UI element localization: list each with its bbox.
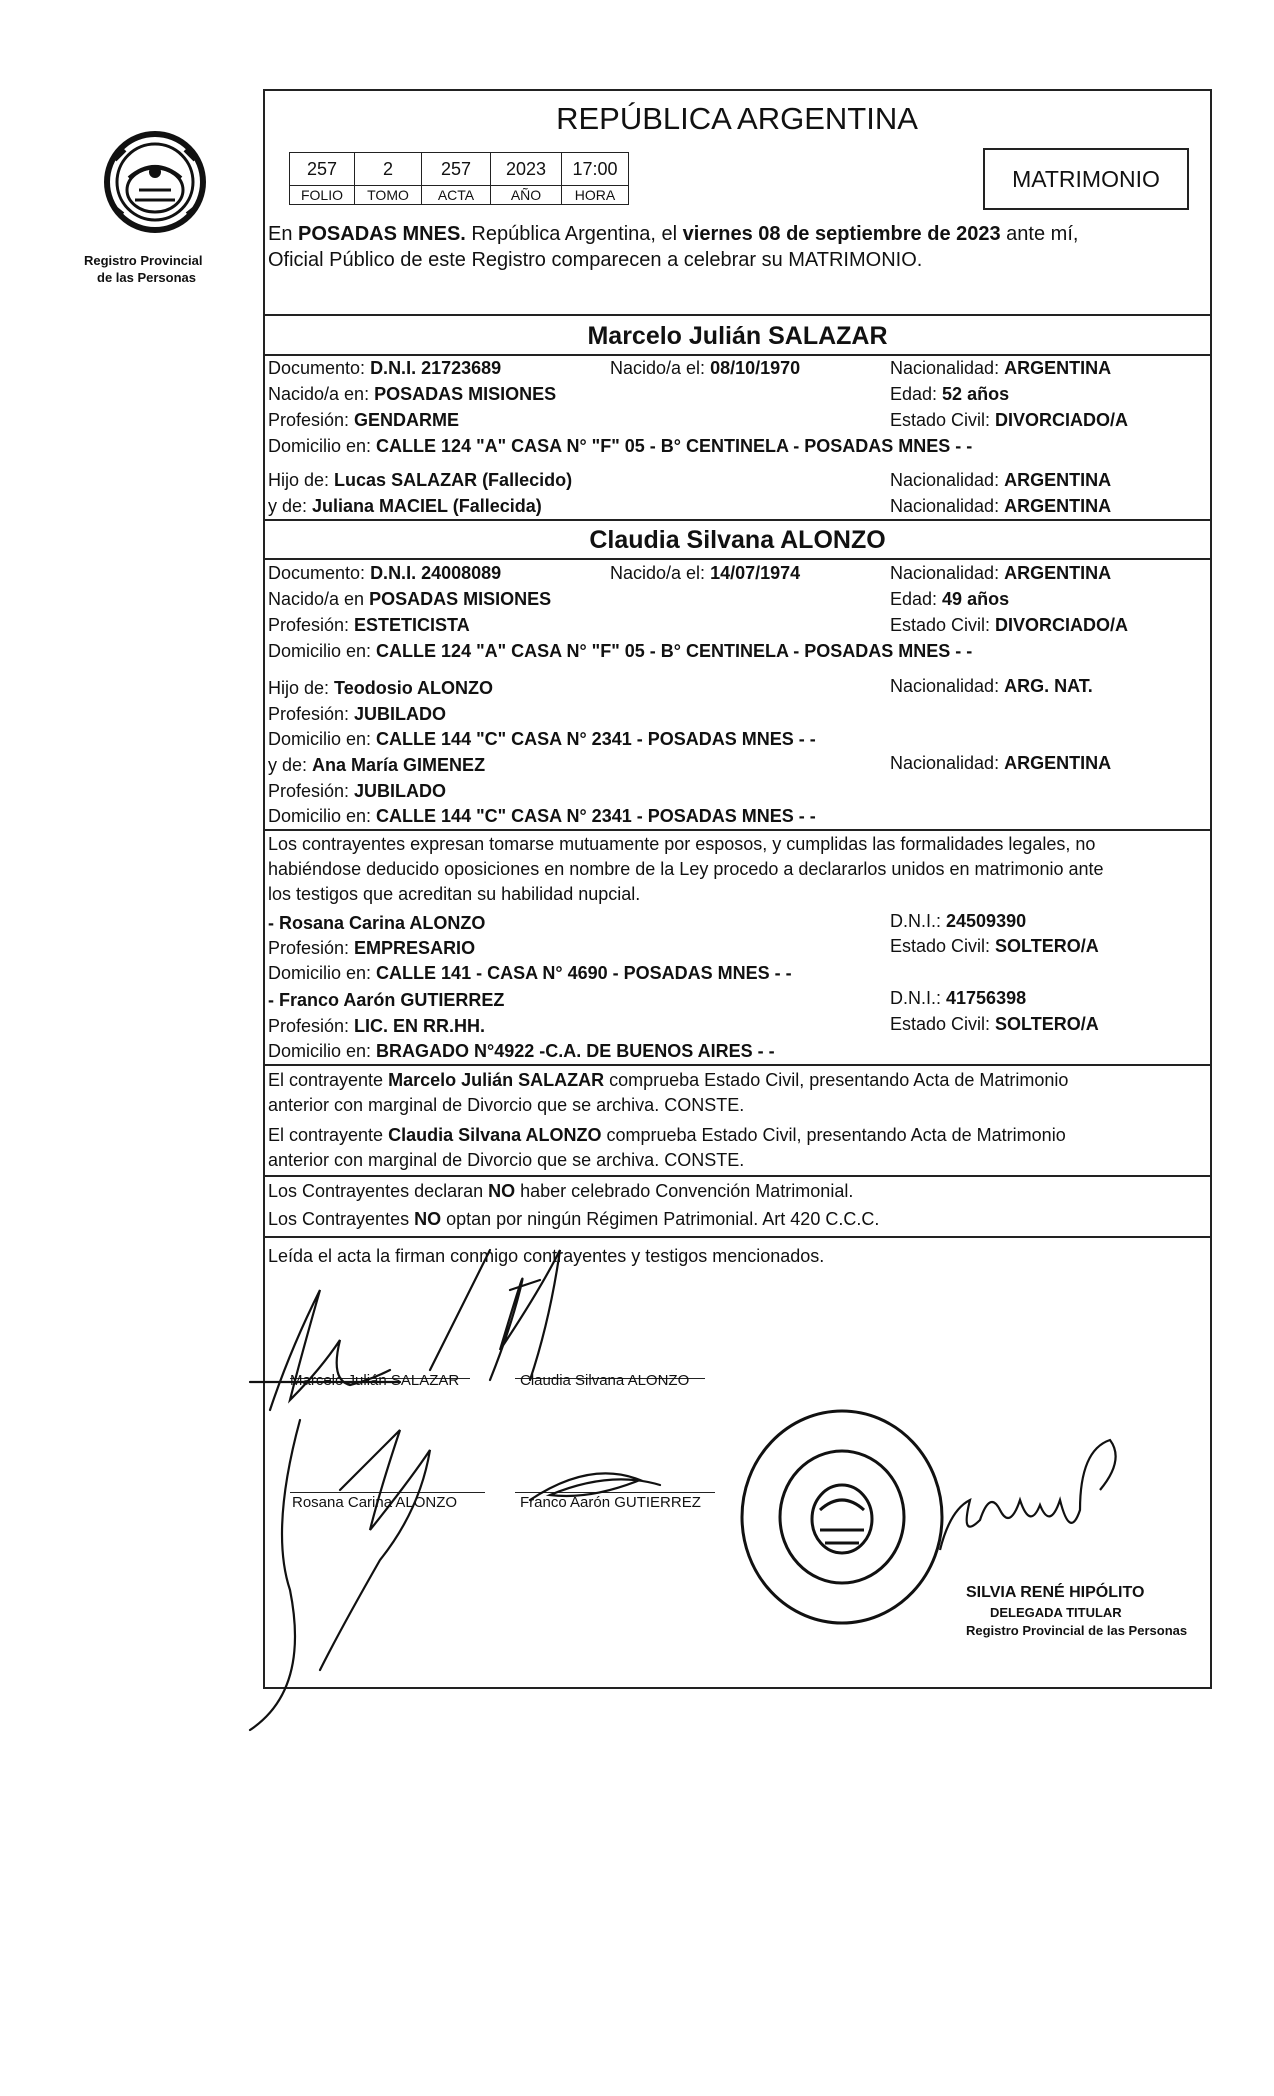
signature-extra-stroke — [430, 1250, 490, 1370]
spouse1-father: Hijo de: Lucas SALAZAR (Fallecido) — [268, 470, 573, 490]
official-role: DELEGADA TITULAR — [990, 1605, 1122, 1620]
witness1-civil-status: Estado Civil: SOLTERO/A — [890, 936, 1099, 956]
hora-value: 17:00 — [562, 153, 629, 186]
declaration-line1: Los contrayentes expresan tomarse mutuamente por esposos, y cumplidas las formalidades legales, no — [268, 834, 1096, 854]
witness2-civil-status: Estado Civil: SOLTERO/A — [890, 1014, 1099, 1034]
spouse1-nationality: Nacionalidad: ARGENTINA — [890, 358, 1112, 378]
witness2-name: - Franco Aarón GUTIERREZ — [268, 990, 505, 1010]
signature-spouse1-tail — [250, 1420, 300, 1730]
divider — [263, 1175, 1212, 1177]
closing-statement: Leída el acta la firman conmigo contrayentes y testigos mencionados. — [268, 1246, 825, 1266]
regime-line1: Los Contrayentes declaran NO haber celebrado Convención Matrimonial. — [268, 1181, 854, 1201]
intro-line1: En POSADAS MNES. República Argentina, el viernes 08 de septiembre de 2023 ante mí, — [268, 223, 1079, 245]
spouse1-father-nationality: Nacionalidad: ARGENTINA — [890, 470, 1112, 490]
divider — [263, 558, 1212, 560]
declaration-line3: los testigos que acreditan su habilidad nupcial. — [268, 884, 641, 904]
divider — [263, 1064, 1212, 1066]
spouse2-birthplace: Nacido/a en POSADAS MISIONES — [268, 589, 552, 609]
spouse1-age: Edad: 52 años — [890, 384, 1010, 404]
spouse1-civil-status: Estado Civil: DIVORCIADO/A — [890, 410, 1129, 430]
spouse2-profession: Profesión: ESTETICISTA — [268, 615, 470, 635]
tomo-value: 2 — [355, 153, 422, 186]
anio-value: 2023 — [491, 153, 562, 186]
spouse1-mother: y de: Juliana MACIEL (Fallecida) — [268, 496, 542, 516]
spouse2-birthdate: Nacido/a el: 14/07/1974 — [610, 563, 801, 583]
spouse2-mother-profession: Profesión: JUBILADO — [268, 781, 447, 801]
signature-witness1-stroke — [320, 1430, 430, 1670]
signature-spouse2-stroke — [490, 1250, 560, 1380]
document-title: REPÚBLICA ARGENTINA — [556, 101, 918, 136]
signature-label-witness1: Rosana Carina ALONZO — [292, 1494, 458, 1511]
provincial-emblem-icon — [95, 120, 215, 250]
logo-caption-line1: Registro Provincial — [84, 253, 203, 268]
divider — [263, 354, 1212, 356]
spouse2-father: Hijo de: Teodosio ALONZO — [268, 678, 494, 698]
divider — [263, 829, 1212, 831]
spouse2-mother-nationality: Nacionalidad: ARGENTINA — [890, 753, 1112, 773]
witness1-dni: D.N.I.: 24509390 — [890, 911, 1027, 931]
civil-proof-b-line1: El contrayente Claudia Silvana ALONZO comprueba Estado Civil, presentando Acta de Matrimonio — [268, 1125, 1066, 1145]
official-signature — [930, 1430, 1160, 1580]
civil-proof-a-line2: anterior con marginal de Divorcio que se archiva. CONSTE. — [268, 1095, 745, 1115]
spouse1-document: Documento: D.N.I. 21723689 — [268, 358, 502, 378]
spouse1-birthplace: Nacido/a en: POSADAS MISIONES — [268, 384, 557, 404]
civil-proof-a-line1: El contrayente Marcelo Julián SALAZAR comprueba Estado Civil, presentando Acta de Matrimonio — [268, 1070, 1069, 1090]
registry-logo — [95, 120, 215, 250]
regime-line2: Los Contrayentes NO optan por ningún Régimen Patrimonial. Art 420 C.C.C. — [268, 1209, 880, 1229]
spouse1-birthdate: Nacido/a el: 08/10/1970 — [610, 358, 801, 378]
spouse1-name: Marcelo Julián SALAZAR — [587, 322, 888, 350]
spouse1-mother-nationality: Nacionalidad: ARGENTINA — [890, 496, 1112, 516]
acta-label: ACTA — [422, 186, 491, 205]
spouse2-nationality: Nacionalidad: ARGENTINA — [890, 563, 1112, 583]
witness2-profession: Profesión: LIC. EN RR.HH. — [268, 1016, 486, 1036]
anio-label: AÑO — [491, 186, 562, 205]
tomo-label: TOMO — [355, 186, 422, 205]
folio-value: 257 — [290, 153, 355, 186]
spouse2-father-nationality: Nacionalidad: ARG. NAT. — [890, 676, 1093, 696]
divider — [263, 519, 1212, 521]
official-seal-icon — [735, 1405, 950, 1630]
spouse2-age: Edad: 49 años — [890, 589, 1010, 609]
divider — [263, 314, 1212, 316]
intro-line2: Oficial Público de este Registro comparecen a celebrar su MATRIMONIO. — [268, 249, 923, 271]
hora-label: HORA — [562, 186, 629, 205]
handwritten-signatures — [230, 1230, 770, 1750]
signature-witness2-stroke — [530, 1473, 660, 1500]
declaration-line2: habiéndose deducido oposiciones en nombre de la Ley procedo a declararlos unidos en matrimonio ante — [268, 859, 1104, 879]
signature-label-witness2: Franco Aarón GUTIERREZ — [520, 1494, 701, 1511]
logo-caption-line2: de las Personas — [97, 270, 196, 285]
spouse2-mother-address: Domicilio en: CALLE 144 "C" CASA N° 2341 - POSADAS MNES - - — [268, 806, 816, 826]
spouse2-mother: y de: Ana María GIMENEZ — [268, 755, 486, 775]
civil-proof-b-line2: anterior con marginal de Divorcio que se archiva. CONSTE. — [268, 1150, 745, 1170]
witness1-profession: Profesión: EMPRESARIO — [268, 938, 476, 958]
spouse2-civil-status: Estado Civil: DIVORCIADO/A — [890, 615, 1129, 635]
signature-label-spouse2: Claudia Silvana ALONZO — [520, 1372, 690, 1389]
signature-spouse1-stroke — [250, 1290, 400, 1410]
spouse2-document: Documento: D.N.I. 24008089 — [268, 563, 502, 583]
official-organization: Registro Provincial de las Personas — [966, 1623, 1188, 1638]
witness2-address: Domicilio en: BRAGADO N°4922 -C.A. DE BUENOS AIRES - - — [268, 1041, 775, 1061]
spouse1-address: Domicilio en: CALLE 124 "A" CASA N° "F" 05 - B° CENTINELA - POSADAS MNES - - — [268, 436, 973, 456]
witness2-dni: D.N.I.: 41756398 — [890, 988, 1027, 1008]
spouse2-name: Claudia Silvana ALONZO — [589, 526, 886, 554]
signature-label-spouse1: Marcelo Julián SALAZAR — [290, 1372, 460, 1389]
spouse2-father-address: Domicilio en: CALLE 144 "C" CASA N° 2341 - POSADAS MNES - - — [268, 729, 816, 749]
witness1-address: Domicilio en: CALLE 141 - CASA N° 4690 - POSADAS MNES - - — [268, 963, 792, 983]
record-codes-table — [289, 152, 629, 205]
witness1-name: - Rosana Carina ALONZO — [268, 913, 486, 933]
spouse1-profession: Profesión: GENDARME — [268, 410, 460, 430]
spouse2-father-profession: Profesión: JUBILADO — [268, 704, 447, 724]
record-type-box: MATRIMONIO — [983, 148, 1189, 210]
official-name: SILVIA RENÉ HIPÓLITO — [966, 1584, 1145, 1601]
acta-value: 257 — [422, 153, 491, 186]
spouse2-address: Domicilio en: CALLE 124 "A" CASA N° "F" 05 - B° CENTINELA - POSADAS MNES - - — [268, 641, 973, 661]
folio-label: FOLIO — [290, 186, 355, 205]
